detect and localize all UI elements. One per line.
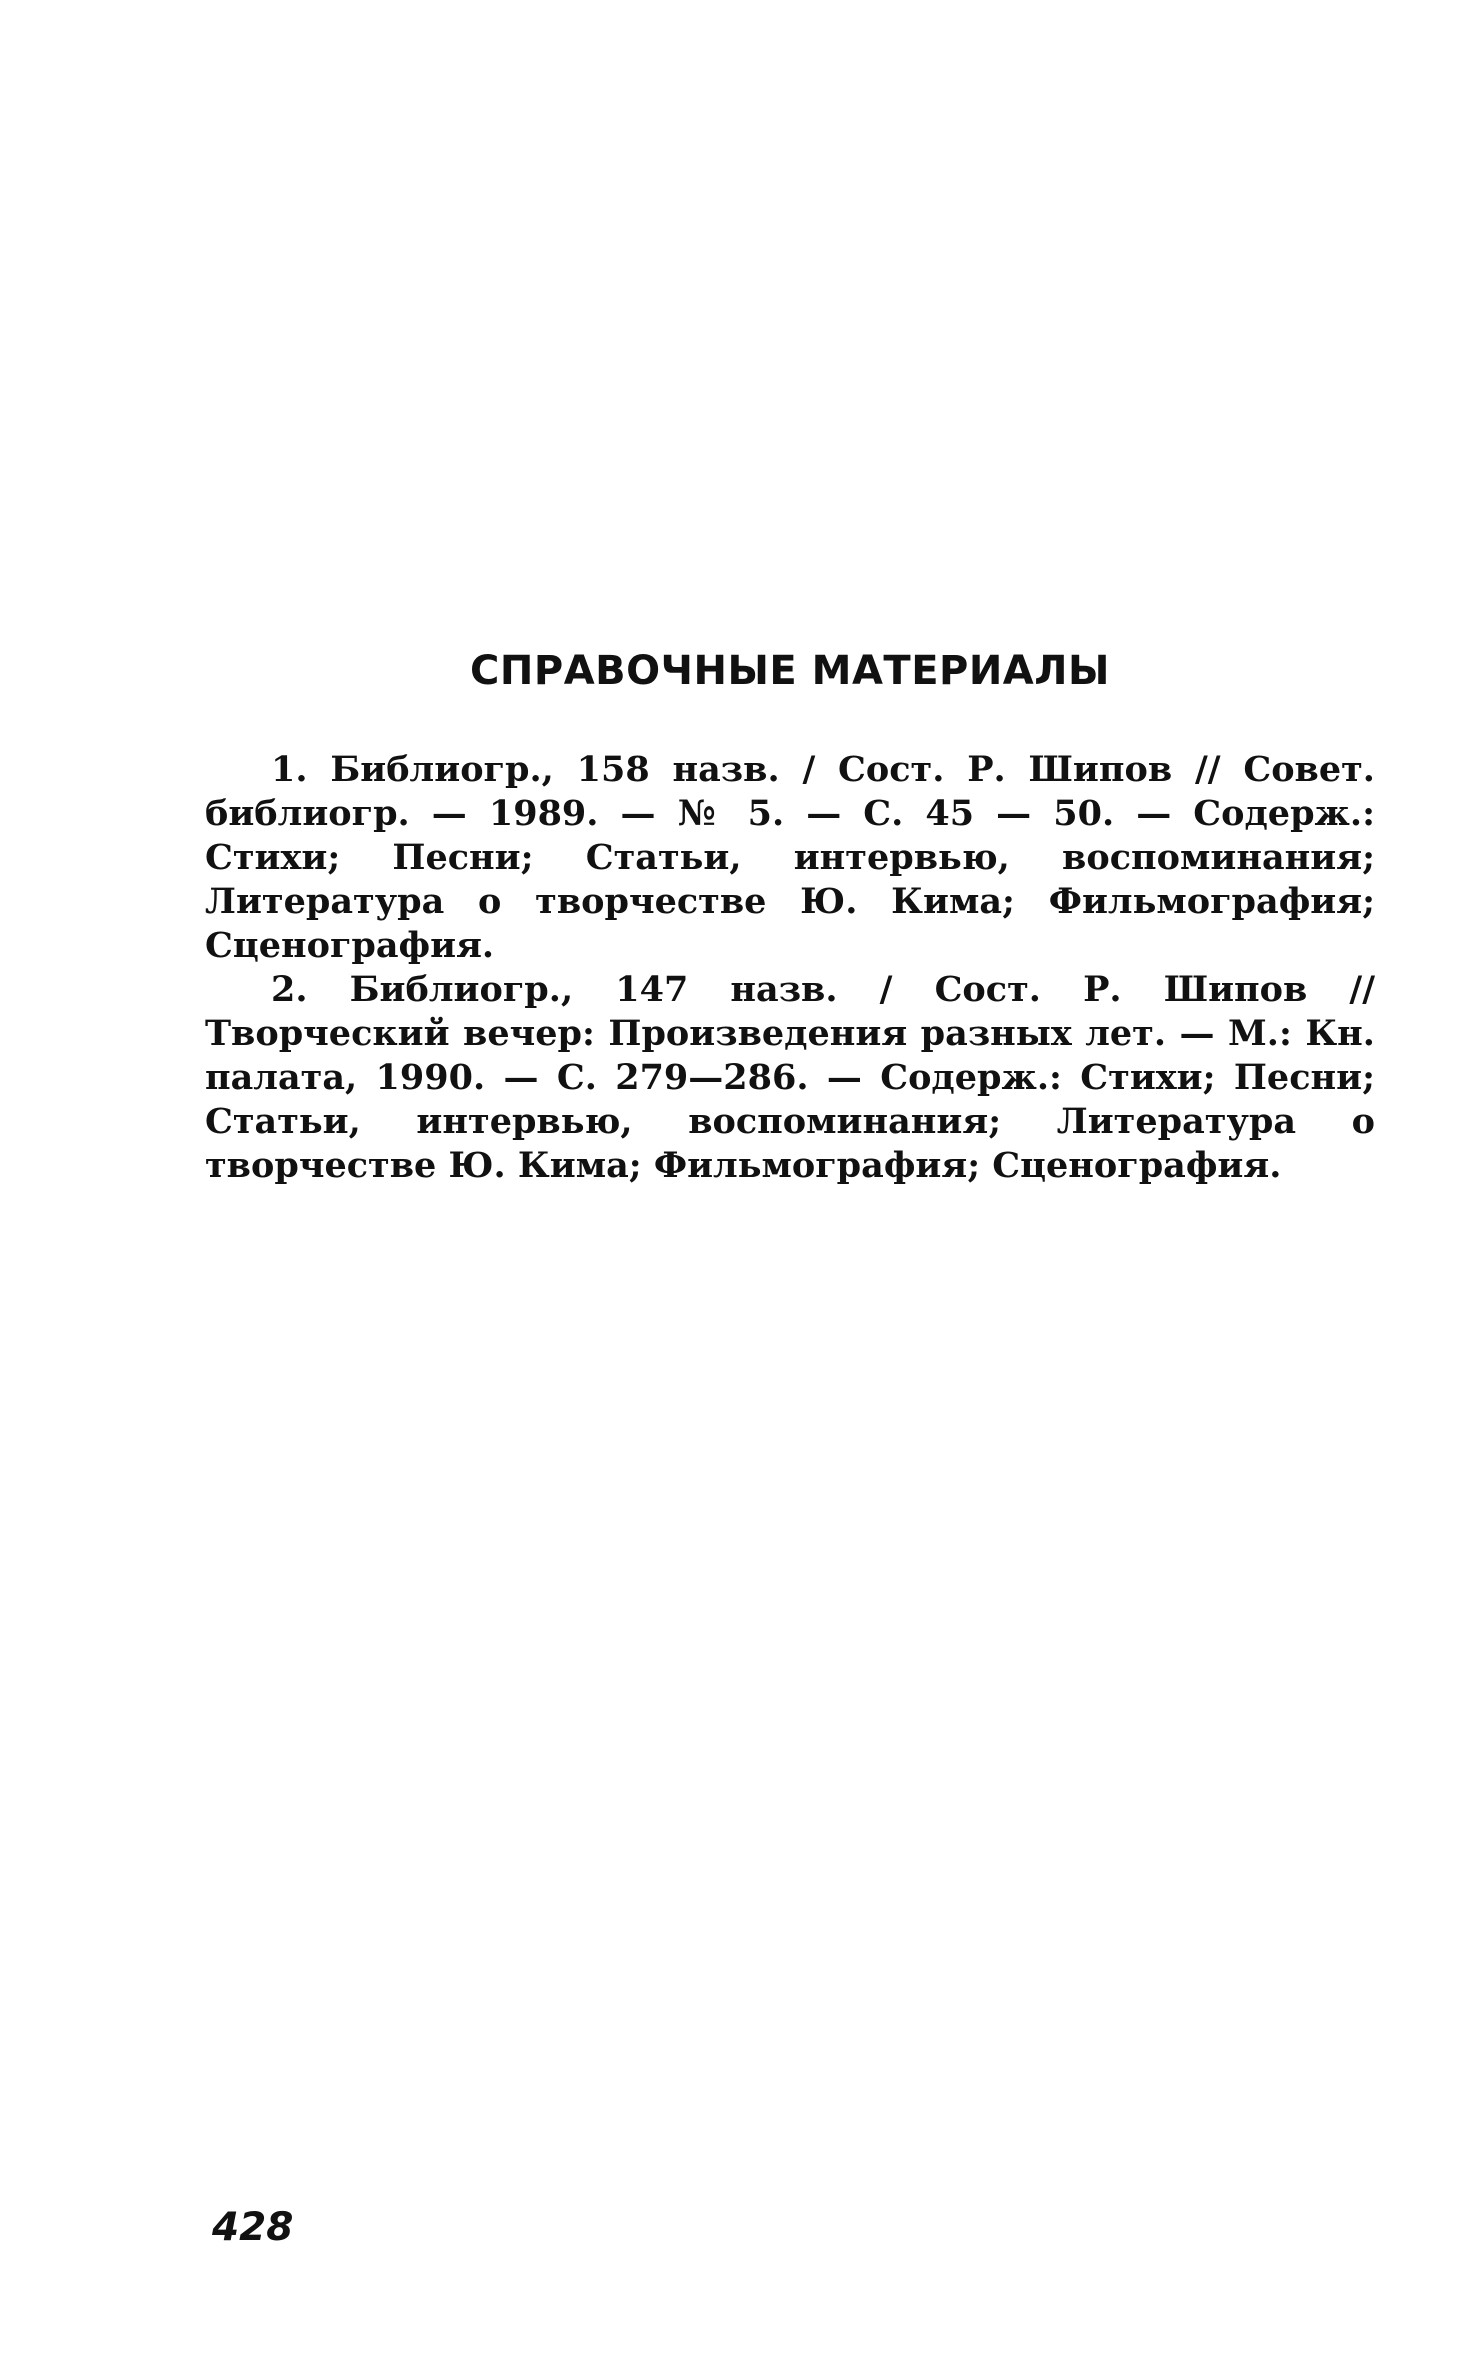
bibliography-entry: 1. Библиогр., 158 назв. / Сост. Р. Шипов // Совет. библиогр. — 1989. — № 5. — С. 45 — 50. — Содерж.: Стихи; Песни; Статьи, интервью, воспоминания; Литература о творчестве Ю. Кима; Фильмография; Сценография. [205, 749, 1375, 966]
bibliography-list [205, 748, 1375, 1188]
section-heading: СПРАВОЧНЫЕ МАТЕРИАЛЫ [470, 648, 1110, 694]
bibliography-entry: 2. Библиогр., 147 назв. / Сост. Р. Шипов // Творческий вечер: Произведения разных лет. — М.: Кн. палата, 1990. — С. 279—286. — Содерж.: Стихи; Песни; Статьи, интервью, воспоминания; Литература о творчестве Ю. Кима; Фильмография; Сценография. [205, 969, 1375, 1186]
page-number: 428 [212, 2205, 294, 2250]
